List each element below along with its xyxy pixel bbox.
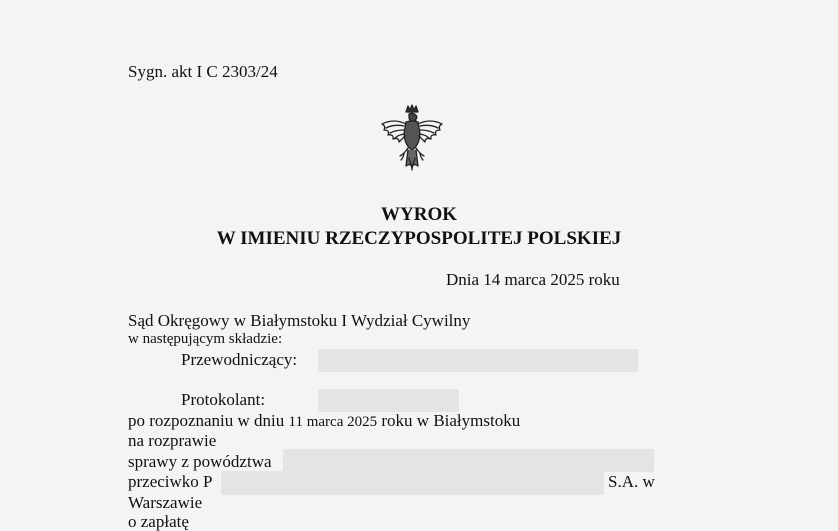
hearing-prefix: po rozpoznaniu w dniu [128, 411, 289, 430]
judgment-date: Dnia 14 marca 2025 roku [446, 270, 620, 289]
clerk-label: Protokolant: [181, 390, 266, 409]
judgment-title: WYROK [381, 204, 457, 225]
cut-off-line: o zapłatę [128, 512, 189, 531]
court-name: Sąd Okręgowy w Białymstoku I Wydział Cywilny [128, 311, 471, 330]
defendant-city: Warszawie [128, 493, 203, 512]
court-composition: w następującym składzie: [128, 331, 283, 347]
polish-eagle-emblem-icon [376, 104, 448, 178]
plaintiff-redaction [283, 449, 654, 472]
chair-label: Przewodniczący: [181, 350, 298, 369]
defendant-redaction [221, 471, 604, 495]
chair-name-redaction [318, 349, 638, 372]
hearing-suffix: roku w Białymstoku [377, 411, 521, 430]
plaintiff-label: sprawy z powództwa [128, 452, 272, 471]
hearing-date: 11 marca 2025 [288, 414, 378, 430]
judgment-subtitle: W IMIENIU RZECZYPOSPOLITEJ POLSKIEJ [216, 228, 622, 249]
clerk-name-redaction [318, 389, 459, 412]
case-signature: Sygn. akt I C 2303/24 [128, 62, 278, 81]
defendant-suffix: S.A. w [608, 472, 655, 491]
defendant-label: przeciwko P [128, 472, 213, 491]
hearing-type: na rozprawie [128, 431, 217, 450]
hearing-line [128, 412, 520, 430]
